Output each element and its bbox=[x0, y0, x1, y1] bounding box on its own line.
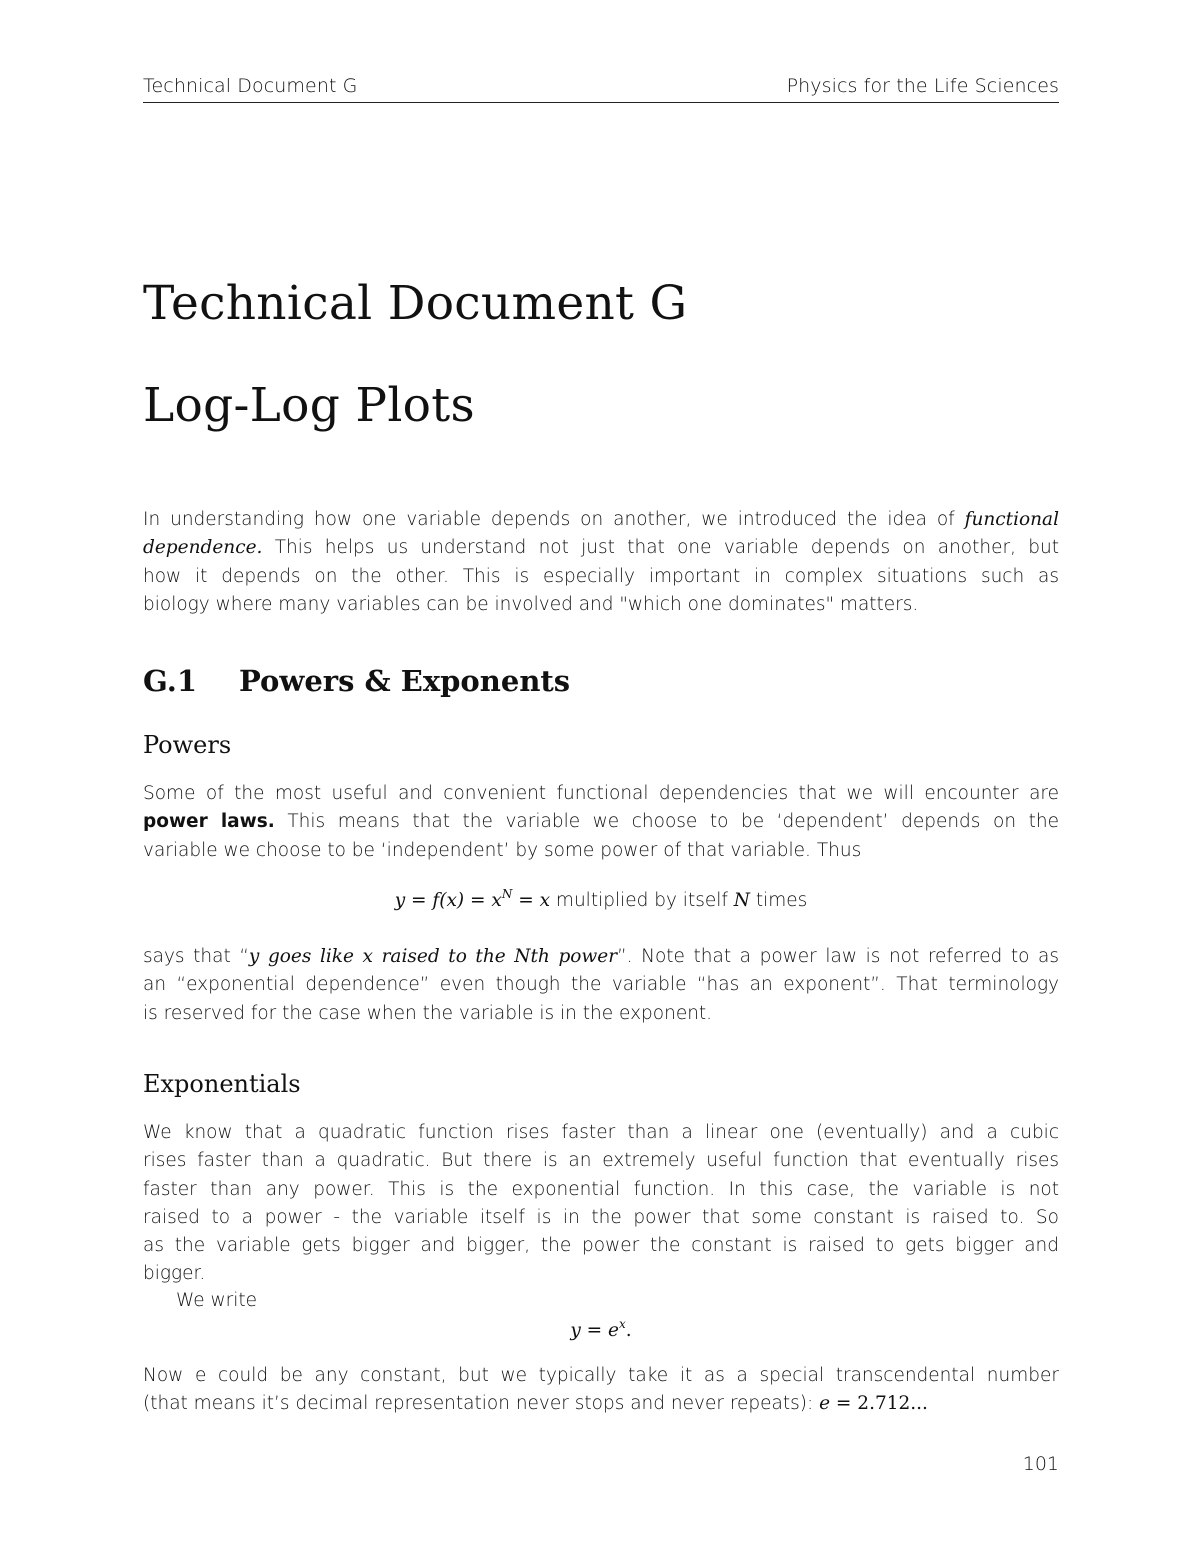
page-number: 101 bbox=[1022, 1453, 1059, 1475]
text-line: Now e could be any constant, but we typically take it as a special transcendental number bbox=[143, 1365, 1059, 1386]
text-line: faster than any power. This is the exponential function. In this case, the variable is not bbox=[143, 1178, 1059, 1200]
text-line: as the variable gets bigger and bigger, the power the constant is raised to gets bigger and bbox=[143, 1235, 1059, 1257]
text-line: variable we choose to be ‘independent’ by some power of that variable. Thus bbox=[143, 839, 862, 861]
we-write-text: We write bbox=[176, 1290, 257, 1311]
header-left-title: Technical Document G bbox=[143, 75, 358, 97]
intro-paragraph bbox=[143, 506, 1059, 619]
header-right-title: Physics for the Life Sciences bbox=[786, 75, 1059, 97]
text-line: biology where many variables can be involved and "which one dominates" matters. bbox=[143, 593, 919, 615]
powers-paragraph bbox=[143, 780, 1059, 865]
subsection-heading-powers: Powers bbox=[143, 731, 232, 759]
text-line: an “exponential dependence” even though the variable “has an exponent”. That terminology bbox=[143, 974, 1059, 996]
text-line: dependence. This helps us understand not just that one variable depends on another, but bbox=[143, 537, 1059, 559]
subsection-heading-exponentials: Exponentials bbox=[143, 1070, 301, 1098]
text-line: power laws. This means that the variable we choose to be ‘dependent’ depends on the bbox=[143, 811, 1059, 833]
exponential-equation: $y = e^x$. bbox=[570, 1317, 632, 1341]
power-law-explanation bbox=[143, 943, 1059, 1028]
text-line: is reserved for the case when the variable is in the exponent. bbox=[143, 1002, 713, 1024]
text-line: In understanding how one variable depends on another, we introduced the idea of functional bbox=[143, 509, 1059, 530]
text-line: bigger. bbox=[143, 1263, 206, 1285]
text-line: says that “y goes like x raised to the Nth power”. Note that a power law is not referred to as bbox=[143, 946, 1059, 967]
chapter-title: Technical Document G bbox=[143, 276, 688, 331]
chapter-subtitle: Log-Log Plots bbox=[143, 378, 475, 433]
text-line: Some of the most useful and convenient functional dependencies that we will encounter are bbox=[143, 783, 1059, 804]
text-line: how it depends on the other. This is especially important in complex situations such as bbox=[143, 565, 1059, 587]
text-line: rises faster than a quadratic. But there is an extremely useful function that eventually rises bbox=[143, 1150, 1059, 1172]
section-heading bbox=[143, 664, 570, 698]
text-line: We know that a quadratic function rises faster than a linear one (eventually) and a cubic bbox=[143, 1122, 1059, 1143]
power-law-equation: $y = f(x) = x^N = x$ multiplied by itself N times bbox=[394, 887, 808, 911]
section-title: Powers & Exponents bbox=[239, 664, 571, 698]
text-line: raised to a power - the variable itself is in the power that some constant is raised to. So bbox=[143, 1206, 1059, 1228]
section-number: G.1 bbox=[143, 664, 198, 698]
exponentials-paragraph bbox=[143, 1119, 1059, 1289]
text-line: (that means it’s decimal representation never stops and never repeats): e = 2.712... bbox=[143, 1393, 928, 1415]
running-header bbox=[143, 72, 1059, 103]
euler-number-paragraph bbox=[143, 1362, 1059, 1419]
